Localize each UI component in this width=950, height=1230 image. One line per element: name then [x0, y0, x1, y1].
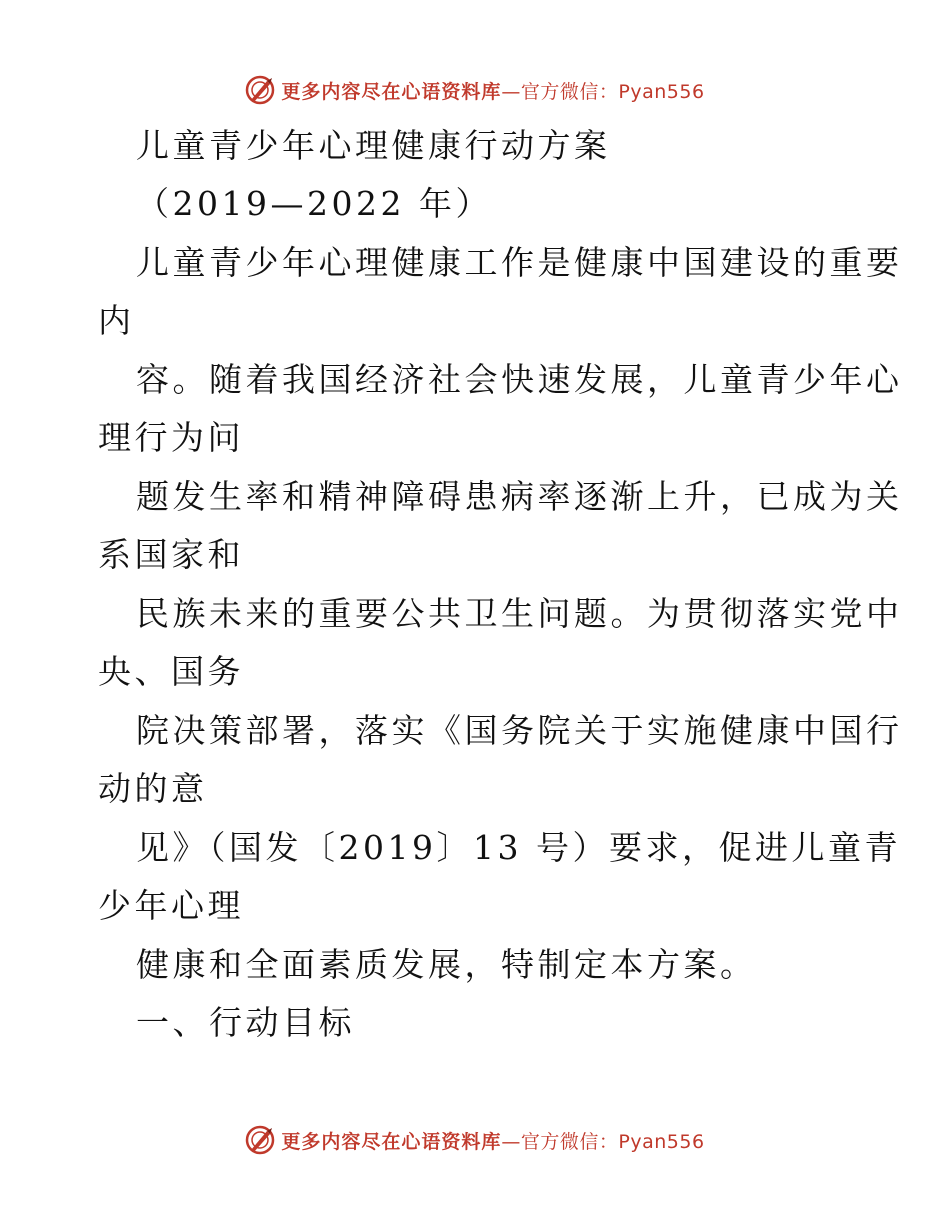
watermark-banner-top [0, 70, 950, 110]
paragraph-line: 央、国务 [98, 652, 244, 691]
watermark-contact: —官方微信：Pyan556 [501, 1130, 705, 1153]
quill-logo-icon [245, 1125, 275, 1155]
watermark-brand: 更多内容尽在心语资料库 [281, 80, 502, 103]
section-heading: 一、行动目标 [136, 1003, 355, 1042]
paragraph-line: 民族未来的重要公共卫生问题。为贯彻落实党中 [136, 594, 903, 633]
paragraph-line: 容。随着我国经济社会快速发展，儿童青少年心 [136, 360, 903, 399]
paragraph-line: 题发生率和精神障碍患病率逐渐上升，已成为关 [136, 477, 903, 516]
paragraph-line: 健康和全面素质发展，特制定本方案。 [136, 945, 757, 984]
paragraph-line: 理行为问 [98, 418, 244, 457]
paragraph-line: 动的意 [98, 769, 208, 808]
paragraph-line: 少年心理 [98, 886, 244, 925]
quill-logo-icon [245, 75, 275, 105]
paragraph-line: 内 [98, 301, 135, 340]
paragraph-line: 儿童青少年心理健康工作是健康中国建设的重要 [136, 243, 903, 282]
document-title: 儿童青少年心理健康行动方案 [136, 126, 611, 165]
paragraph-line: 见》（国发〔2019〕13 号）要求，促进儿童青 [136, 828, 901, 867]
paragraph-line: 院决策部署，落实《国务院关于实施健康中国行 [136, 711, 903, 750]
watermark-contact: —官方微信：Pyan556 [501, 80, 705, 103]
watermark-banner-bottom [0, 1120, 950, 1160]
paragraph-line: 系国家和 [98, 535, 244, 574]
document-subtitle: （2019—2022 年） [136, 184, 492, 223]
watermark-brand: 更多内容尽在心语资料库 [281, 1130, 502, 1153]
